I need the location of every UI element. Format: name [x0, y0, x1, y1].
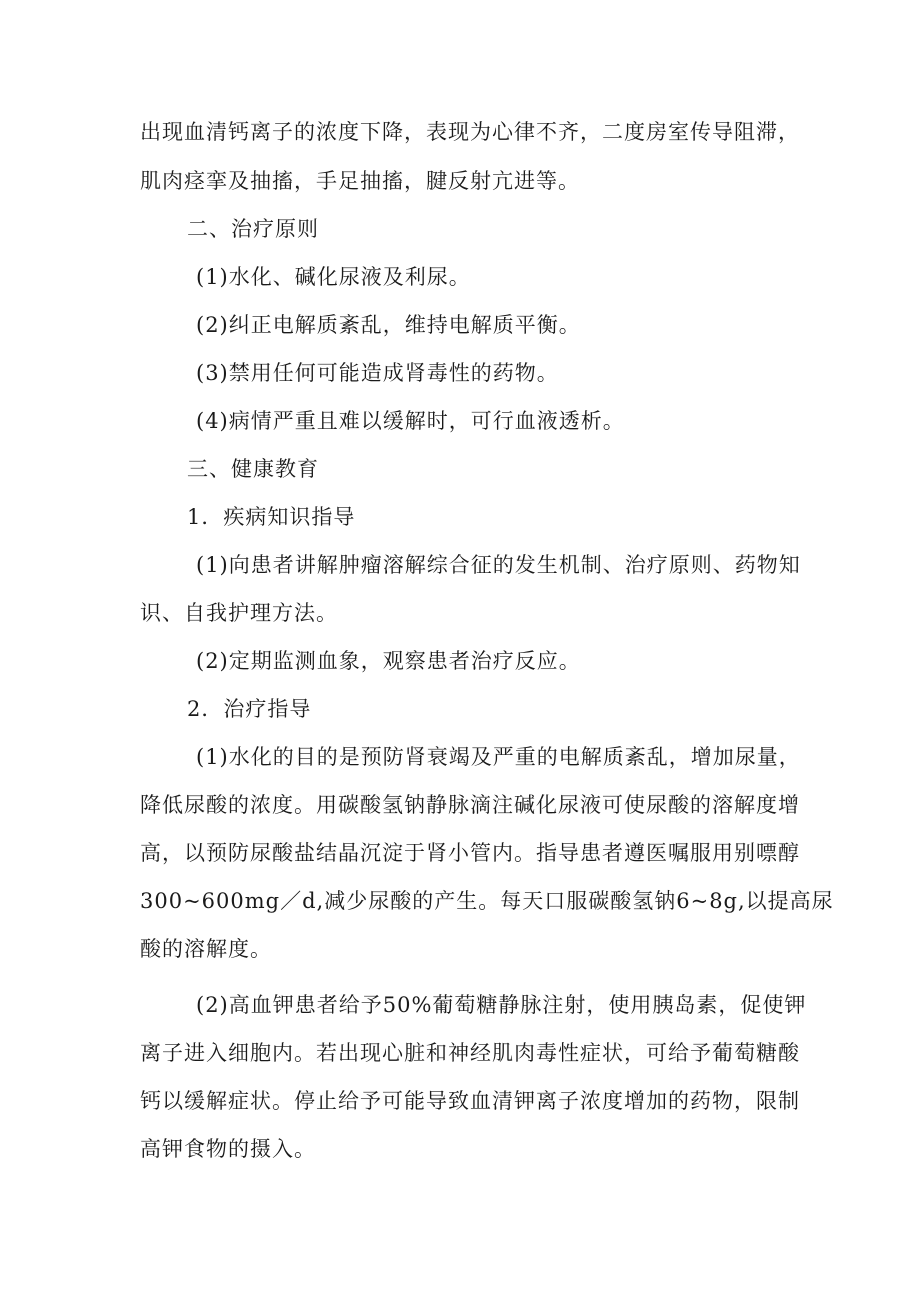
paragraph-line-2: 肌肉痉挛及抽搐，手足抽搐，腱反射亢进等。	[140, 169, 580, 193]
paragraph-line: 300~600mg／d,减少尿酸的产生。每天口服碳酸氢钠6~8g,以提高尿	[140, 889, 834, 913]
paragraph-line-1: 出现血清钙离子的浓度下降，表现为心律不齐，二度房室传导阻滞，	[140, 120, 800, 144]
paragraph-line: (2)定期监测血象，观察患者治疗反应。	[196, 649, 581, 673]
paragraph-line: 高钾食物的摄入。	[140, 1137, 316, 1161]
paragraph-line: (2)高血钾患者给予50%葡萄糖静脉注射，使用胰岛素，促使钾	[196, 993, 807, 1017]
paragraph-line: 高，以预防尿酸盐结晶沉淀于肾小管内。指导患者遵医嘱服用别嘌醇	[140, 841, 800, 865]
list-item-3: (3)禁用任何可能造成肾毒性的药物。	[196, 361, 559, 385]
list-item-4: (4)病情严重且难以缓解时，可行血液透析。	[196, 409, 625, 433]
paragraph-line: 离子进入细胞内。若出现心脏和神经肌肉毒性症状，可给予葡萄糖酸	[140, 1041, 800, 1065]
list-item-2: (2)纠正电解质紊乱，维持电解质平衡。	[196, 313, 581, 337]
section-heading-health-education: 三、健康教育	[187, 457, 319, 481]
list-item-1: (1)水化、碱化尿液及利尿。	[196, 265, 471, 289]
subheading-disease-knowledge: 1．疾病知识指导	[187, 505, 356, 529]
subheading-treatment-guidance: 2．治疗指导	[187, 697, 312, 721]
paragraph-line: 酸的溶解度。	[140, 937, 272, 961]
paragraph-line: 降低尿酸的浓度。用碳酸氢钠静脉滴注碱化尿液可使尿酸的溶解度增	[140, 793, 800, 817]
paragraph-line: (1)水化的目的是预防肾衰竭及严重的电解质紊乱，增加尿量，	[196, 745, 801, 769]
paragraph-line: (1)向患者讲解肿瘤溶解综合征的发生机制、治疗原则、药物知	[196, 553, 801, 577]
paragraph-line: 钙以缓解症状。停止给予可能导致血清钾离子浓度增加的药物，限制	[140, 1089, 800, 1113]
paragraph-line: 识、自我护理方法。	[140, 601, 338, 625]
section-heading-treatment-principles: 二、治疗原则	[187, 217, 319, 241]
